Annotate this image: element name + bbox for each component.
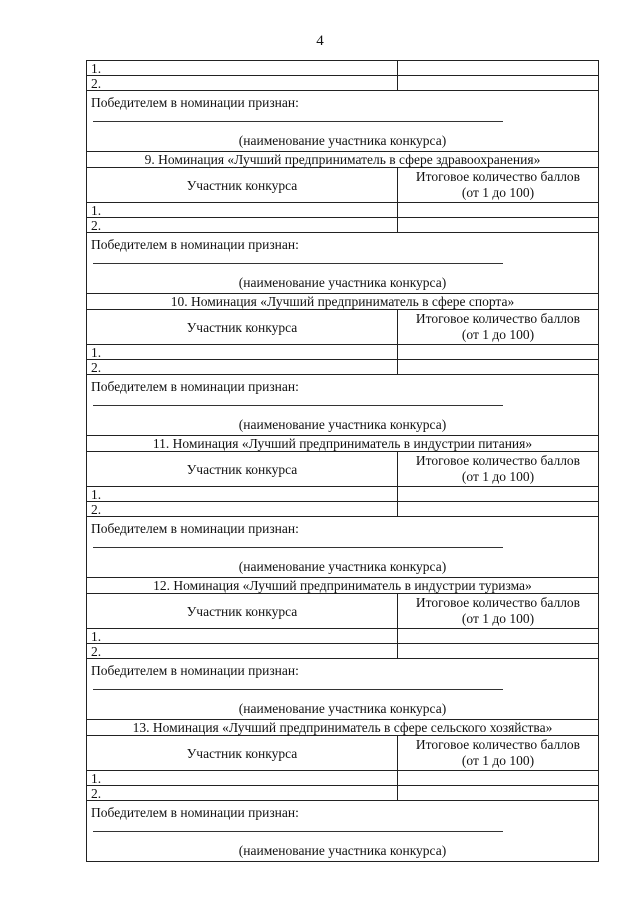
- winner-block: [86, 517, 599, 578]
- winner-hint: (наименование участника конкурса): [238, 133, 447, 148]
- col-score-line2: (от 1 до 100): [461, 185, 535, 200]
- score-cell: [398, 502, 598, 516]
- table-header: [86, 452, 599, 487]
- winner-entry-line: [93, 263, 503, 264]
- score-cell: [398, 487, 598, 501]
- table-row: [86, 61, 599, 76]
- score-cell: [398, 345, 598, 359]
- col-score-line1: Итоговое количество баллов: [415, 453, 581, 468]
- winner-hint: (наименование участника конкурса): [238, 275, 447, 290]
- score-cell: [398, 203, 598, 217]
- table-row: [86, 76, 599, 91]
- score-cell: [398, 629, 598, 643]
- winner-label: Победителем в номинации признан:: [91, 805, 299, 820]
- score-cell: [398, 360, 598, 374]
- winner-block: [86, 233, 599, 294]
- participant-cell: 2.: [87, 360, 398, 374]
- participant-cell: 2.: [87, 786, 398, 800]
- winner-entry-line: [93, 689, 503, 690]
- nominations-form: [86, 60, 599, 862]
- participant-cell: 1.: [87, 61, 398, 75]
- col-score-line1: Итоговое количество баллов: [415, 311, 581, 326]
- winner-entry-line: [93, 405, 503, 406]
- col-participant: Участник конкурса: [87, 168, 398, 202]
- nomination-title: 11. Номинация «Лучший предприниматель в индустрии питания»: [86, 436, 599, 452]
- table-row: [86, 786, 599, 801]
- winner-label: Победителем в номинации признан:: [91, 95, 299, 110]
- participant-cell: 2.: [87, 218, 398, 232]
- table-row: [86, 203, 599, 218]
- participant-cell: 2.: [87, 502, 398, 516]
- winner-block: [86, 91, 599, 152]
- table-header: [86, 168, 599, 203]
- score-cell: [398, 644, 598, 658]
- winner-hint: (наименование участника конкурса): [238, 701, 447, 716]
- table-header: [86, 736, 599, 771]
- table-row: [86, 644, 599, 659]
- score-cell: [398, 771, 598, 785]
- participant-cell: 1.: [87, 203, 398, 217]
- nomination-title: 10. Номинация «Лучший предприниматель в сфере спорта»: [86, 294, 599, 310]
- winner-hint: (наименование участника конкурса): [238, 843, 447, 858]
- winner-label: Победителем в номинации признан:: [91, 521, 299, 536]
- score-cell: [398, 76, 598, 90]
- participant-cell: 1.: [87, 629, 398, 643]
- table-row: [86, 218, 599, 233]
- winner-hint: (наименование участника конкурса): [238, 559, 447, 574]
- table-row: [86, 487, 599, 502]
- participant-cell: 1.: [87, 487, 398, 501]
- col-score-line2: (от 1 до 100): [461, 753, 535, 768]
- winner-block: [86, 659, 599, 720]
- col-score: [398, 452, 598, 486]
- col-score: [398, 736, 598, 770]
- winner-label: Победителем в номинации признан:: [91, 379, 299, 394]
- winner-block: [86, 375, 599, 436]
- col-participant: Участник конкурса: [87, 736, 398, 770]
- winner-label: Победителем в номинации признан:: [91, 237, 299, 252]
- table-row: [86, 771, 599, 786]
- winner-entry-line: [93, 547, 503, 548]
- col-score-line1: Итоговое количество баллов: [415, 169, 581, 184]
- table-header: [86, 594, 599, 629]
- table-row: [86, 502, 599, 517]
- col-score: [398, 168, 598, 202]
- col-score-line1: Итоговое количество баллов: [415, 595, 581, 610]
- participant-cell: 1.: [87, 771, 398, 785]
- winner-block: [86, 801, 599, 862]
- participant-cell: 1.: [87, 345, 398, 359]
- winner-hint: (наименование участника конкурса): [238, 417, 447, 432]
- page-number: 4: [316, 33, 324, 49]
- table-header: [86, 310, 599, 345]
- nomination-title: 13. Номинация «Лучший предприниматель в сфере сельского хозяйства»: [86, 720, 599, 736]
- score-cell: [398, 786, 598, 800]
- winner-entry-line: [93, 121, 503, 122]
- col-score-line2: (от 1 до 100): [461, 469, 535, 484]
- col-score-line1: Итоговое количество баллов: [415, 737, 581, 752]
- winner-entry-line: [93, 831, 503, 832]
- participant-cell: 2.: [87, 76, 398, 90]
- col-participant: Участник конкурса: [87, 310, 398, 344]
- col-participant: Участник конкурса: [87, 594, 398, 628]
- col-score: [398, 310, 598, 344]
- col-participant: Участник конкурса: [87, 452, 398, 486]
- winner-label: Победителем в номинации признан:: [91, 663, 299, 678]
- nomination-title: 12. Номинация «Лучший предприниматель в индустрии туризма»: [86, 578, 599, 594]
- table-row: [86, 629, 599, 644]
- score-cell: [398, 218, 598, 232]
- table-row: [86, 345, 599, 360]
- col-score: [398, 594, 598, 628]
- table-row: [86, 360, 599, 375]
- score-cell: [398, 61, 598, 75]
- col-score-line2: (от 1 до 100): [461, 611, 535, 626]
- col-score-line2: (от 1 до 100): [461, 327, 535, 342]
- participant-cell: 2.: [87, 644, 398, 658]
- nomination-title: 9. Номинация «Лучший предприниматель в сфере здравоохранения»: [86, 152, 599, 168]
